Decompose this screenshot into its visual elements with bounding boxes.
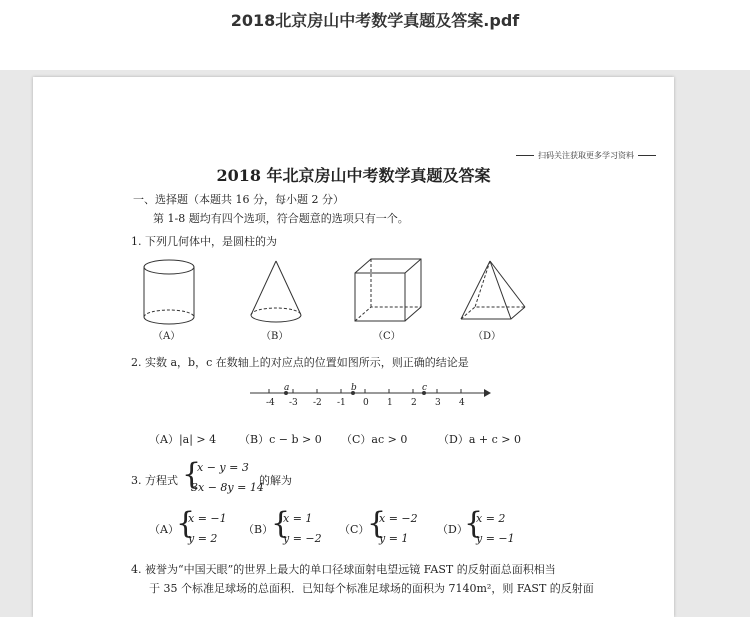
watermark-text: 扫码关注获取更多学习资料 <box>516 150 656 161</box>
brace: { <box>464 506 484 541</box>
figure-label-c: （C） <box>373 331 401 342</box>
tick-label: 2 <box>411 398 417 408</box>
point-label-a: a <box>284 383 290 393</box>
question-1: 1. 下列几何体中，是圆柱的为 <box>131 235 277 248</box>
file-title: 2018北京房山中考数学真题及答案.pdf <box>230 11 520 30</box>
cube-figure <box>355 259 421 321</box>
figure-label-a: （A） <box>153 331 181 342</box>
q2-option-a: （A）|a| > 4 <box>149 433 217 446</box>
section-heading: 一、选择题（本题共 16 分，每小题 2 分） <box>133 193 344 206</box>
section-instruction: 第 1-8 题均有四个选项，符合题意的选项只有一个。 <box>153 212 409 225</box>
solid-figures <box>133 257 553 329</box>
brace: { <box>176 506 196 541</box>
tick-label: -1 <box>337 398 346 408</box>
cone-figure <box>251 261 301 322</box>
question-3-prefix: 3. 方程式 <box>131 474 178 487</box>
question-3-suffix: 的解为 <box>259 474 292 487</box>
document-title: 2018 年北京房山中考数学真题及答案 <box>216 166 491 185</box>
q3-option-a-label: （A） <box>149 523 179 536</box>
equation-1: x − y = 3 <box>197 461 249 474</box>
q3-option-c-label: （C） <box>339 523 370 536</box>
question-4-line-2: 于 35 个标准足球场的总面积．已知每个标准足球场的面积为 7140m²，则 FAST 的反射面 <box>149 582 594 595</box>
tick-label: -4 <box>266 398 275 408</box>
brace: { <box>271 506 291 541</box>
q3-option-b-label: （B） <box>243 523 274 536</box>
q3-option-d-x: x = 2 <box>476 512 506 525</box>
q2-option-d: （D）a + c > 0 <box>438 433 521 446</box>
point-label-c: c <box>422 383 428 393</box>
tick-label: 4 <box>459 398 465 408</box>
question-2: 2. 实数 a，b，c 在数轴上的对应点的位置如图所示，则正确的结论是 <box>131 356 469 369</box>
pyramid-figure <box>461 261 525 319</box>
q3-option-b-x: x = 1 <box>283 512 313 525</box>
q3-option-a-y: y = 2 <box>188 532 218 545</box>
q3-option-d-label: （D） <box>437 523 468 536</box>
tick-label: -3 <box>289 398 298 408</box>
tick-label: 0 <box>363 398 369 408</box>
tick-label: 1 <box>387 398 393 408</box>
figure-label-d: （D） <box>473 331 502 342</box>
brace: { <box>367 506 387 541</box>
tick-label: 3 <box>435 398 441 408</box>
pdf-page <box>33 77 674 617</box>
figure-label-b: （B） <box>261 331 289 342</box>
q3-option-c-y: y = 1 <box>379 532 409 545</box>
viewer-header <box>0 0 750 70</box>
equation-2: 3x − 8y = 14 <box>191 481 264 494</box>
question-4-line-1: 4. 被誉为“中国天眼”的世界上最大的单口径球面射电望远镜 FAST 的反射面总面积相当 <box>131 563 556 576</box>
point-label-b: b <box>351 383 357 393</box>
q2-option-b: （B）c − b > 0 <box>239 433 322 446</box>
q3-option-b-y: y = −2 <box>283 532 322 545</box>
q3-option-c-x: x = −2 <box>379 512 418 525</box>
q3-option-a-x: x = −1 <box>188 512 227 525</box>
q3-option-d-y: y = −1 <box>476 532 515 545</box>
equation-brace: { <box>182 457 202 492</box>
tick-label: -2 <box>313 398 322 408</box>
q2-option-c: （C）ac > 0 <box>341 433 408 446</box>
cylinder-figure <box>144 260 194 324</box>
